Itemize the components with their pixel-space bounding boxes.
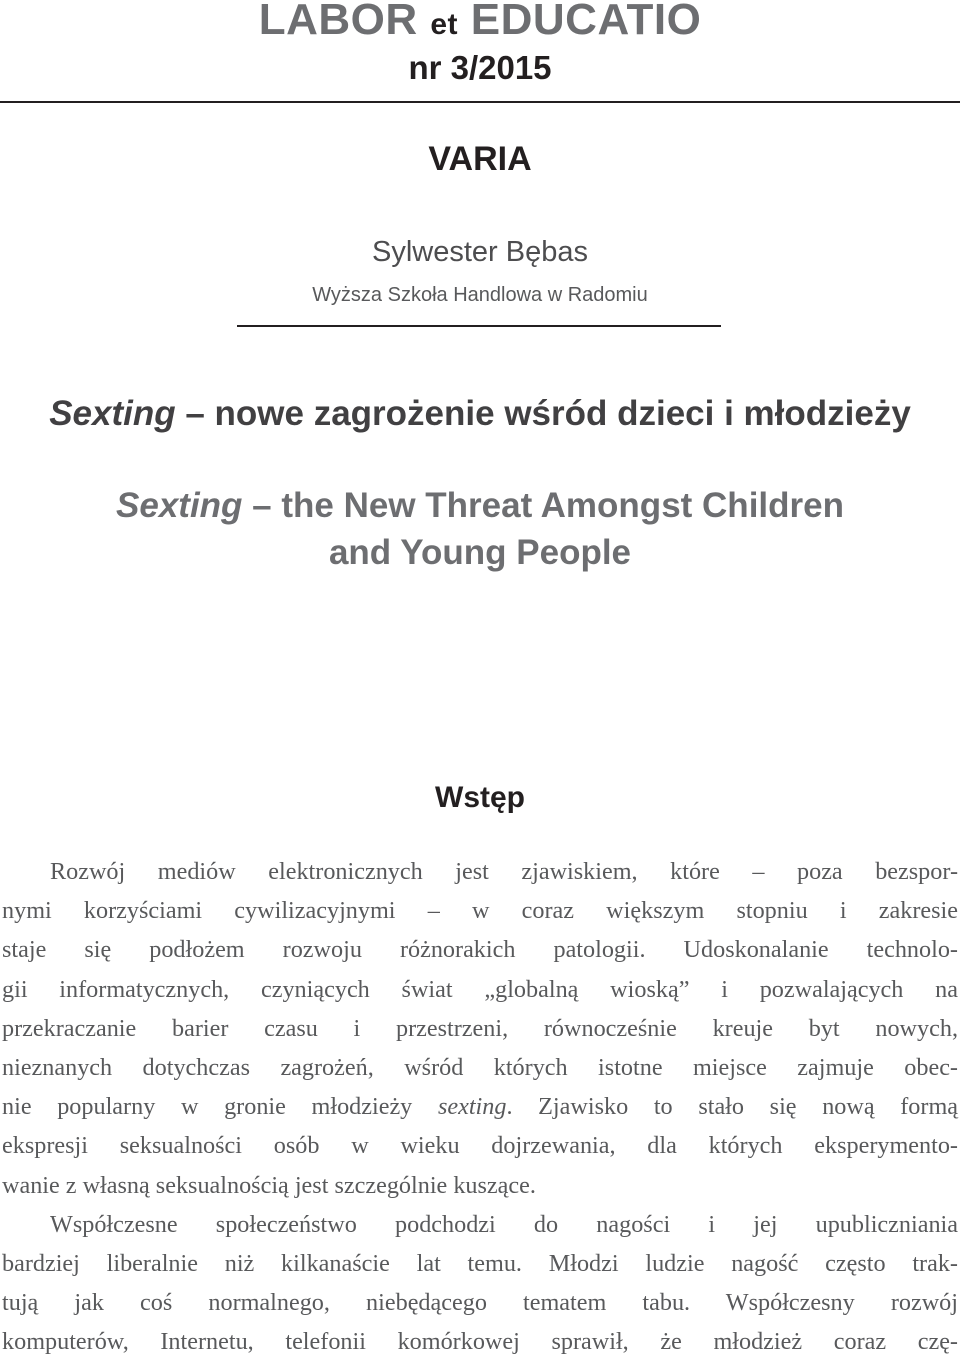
title-en-line1 bbox=[0, 482, 960, 529]
article-title-polish bbox=[0, 392, 960, 436]
body-line: ekspresji seksualności osób w wieku dojrzewania, dla których eksperymento- bbox=[2, 1132, 958, 1160]
article-title-english bbox=[0, 482, 960, 576]
intro-heading: Wstęp bbox=[435, 781, 525, 814]
body-line: Współczesne społeczeństwo podchodzi do nagości i jej upubliczniania bbox=[50, 1210, 958, 1238]
issue-number: nr 3/2015 bbox=[408, 49, 552, 86]
body-line: wanie z własną seksualnością jest szczególnie kuszące. bbox=[2, 1171, 536, 1199]
body-line: komputerów, Internetu, telefonii komórkowej sprawił, że młodzież coraz czę- bbox=[2, 1328, 958, 1356]
section-heading: VARIA bbox=[428, 140, 532, 178]
title-en-rest: – the New Threat Amongst Children bbox=[242, 486, 844, 525]
body-line: Rozwój mediów elektronicznych jest zjawiskiem, które – poza bezspor- bbox=[50, 858, 958, 885]
journal-title-part1: LABOR bbox=[258, 0, 418, 44]
author-affiliation: Wyższa Szkoła Handlowa w Radomiu bbox=[312, 284, 648, 306]
title-en-line2: and Young People bbox=[328, 533, 632, 572]
title-pl-rest: – nowe zagrożenie wśród dzieci i młodzieży bbox=[175, 394, 911, 433]
title-pl-italic-term: Sexting bbox=[49, 394, 176, 433]
body-line: tują jak coś normalnego, niebędącego tematem tabu. Współczesny rozwój bbox=[2, 1289, 958, 1317]
body-line: staje się podłożem rozwoju różnorakich patologii. Udoskonalanie technolo- bbox=[2, 936, 958, 964]
author-name: Sylwester Bębas bbox=[372, 236, 588, 268]
body-line bbox=[2, 1087, 958, 1126]
body-line-part: nie popularny w gronie młodzieży bbox=[2, 1093, 438, 1121]
body-text bbox=[2, 852, 958, 1361]
body-line-part: . Zjawisko to stało się nową formą bbox=[506, 1093, 958, 1121]
journal-title-et: et bbox=[430, 8, 459, 41]
body-line: bardziej liberalnie niż kilkanaście lat temu. Młodzi ludzie nagość często trak- bbox=[2, 1249, 958, 1277]
body-line: gii informatycznych, czyniących świat „globalną wioską” i pozwalających na bbox=[2, 975, 958, 1003]
journal-title bbox=[0, 0, 960, 51]
body-line: nymi korzyściami cywilizacyjnymi – w coraz większym stopniu i zakresie bbox=[2, 897, 958, 925]
body-line: przekraczanie barier czasu i przestrzeni, równocześnie kreuje byt nowych, bbox=[2, 1014, 958, 1042]
body-line: nieznanych dotychczas zagrożeń, wśród których istotne miejsce zajmuje obec- bbox=[2, 1053, 958, 1081]
journal-title-part2: EDUCATIO bbox=[470, 0, 702, 44]
author-divider bbox=[237, 325, 721, 327]
body-italic-term: sexting bbox=[437, 1093, 507, 1121]
header-divider bbox=[0, 101, 960, 103]
title-en-italic-term: Sexting bbox=[116, 486, 243, 525]
